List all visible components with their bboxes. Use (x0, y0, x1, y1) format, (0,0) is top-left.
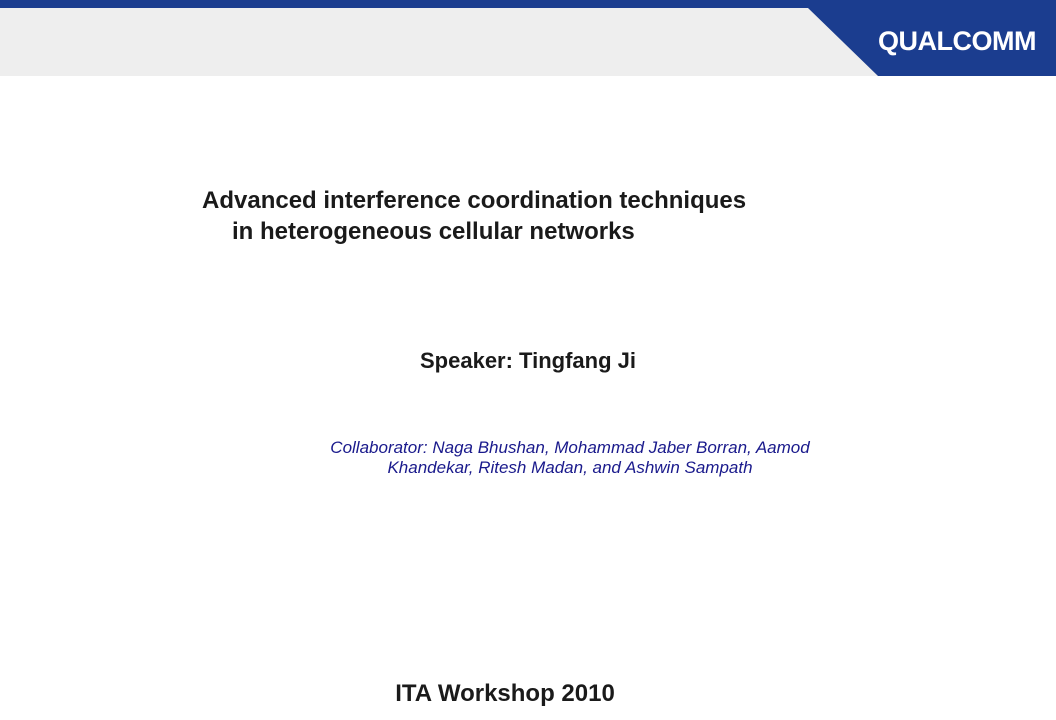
svg-text:QUALCOMM: QUALCOMM (878, 26, 1036, 56)
event-name: ITA Workshop 2010 (395, 680, 615, 707)
collaborators-line-1: Collaborator: Naga Bhushan, Mohammad Jaber Borran, Aamod (330, 438, 810, 457)
collaborators-line-2: Khandekar, Ritesh Madan, and Ashwin Sampath (387, 458, 753, 477)
title-line-1: Advanced interference coordination techniques (202, 187, 747, 214)
speaker-name: Speaker: Tingfang Ji (420, 348, 636, 373)
presentation-title (150, 185, 860, 247)
collaborators (258, 438, 882, 478)
title-line-2: in heterogeneous cellular networks (232, 218, 635, 245)
qualcomm-logo (878, 22, 1048, 58)
